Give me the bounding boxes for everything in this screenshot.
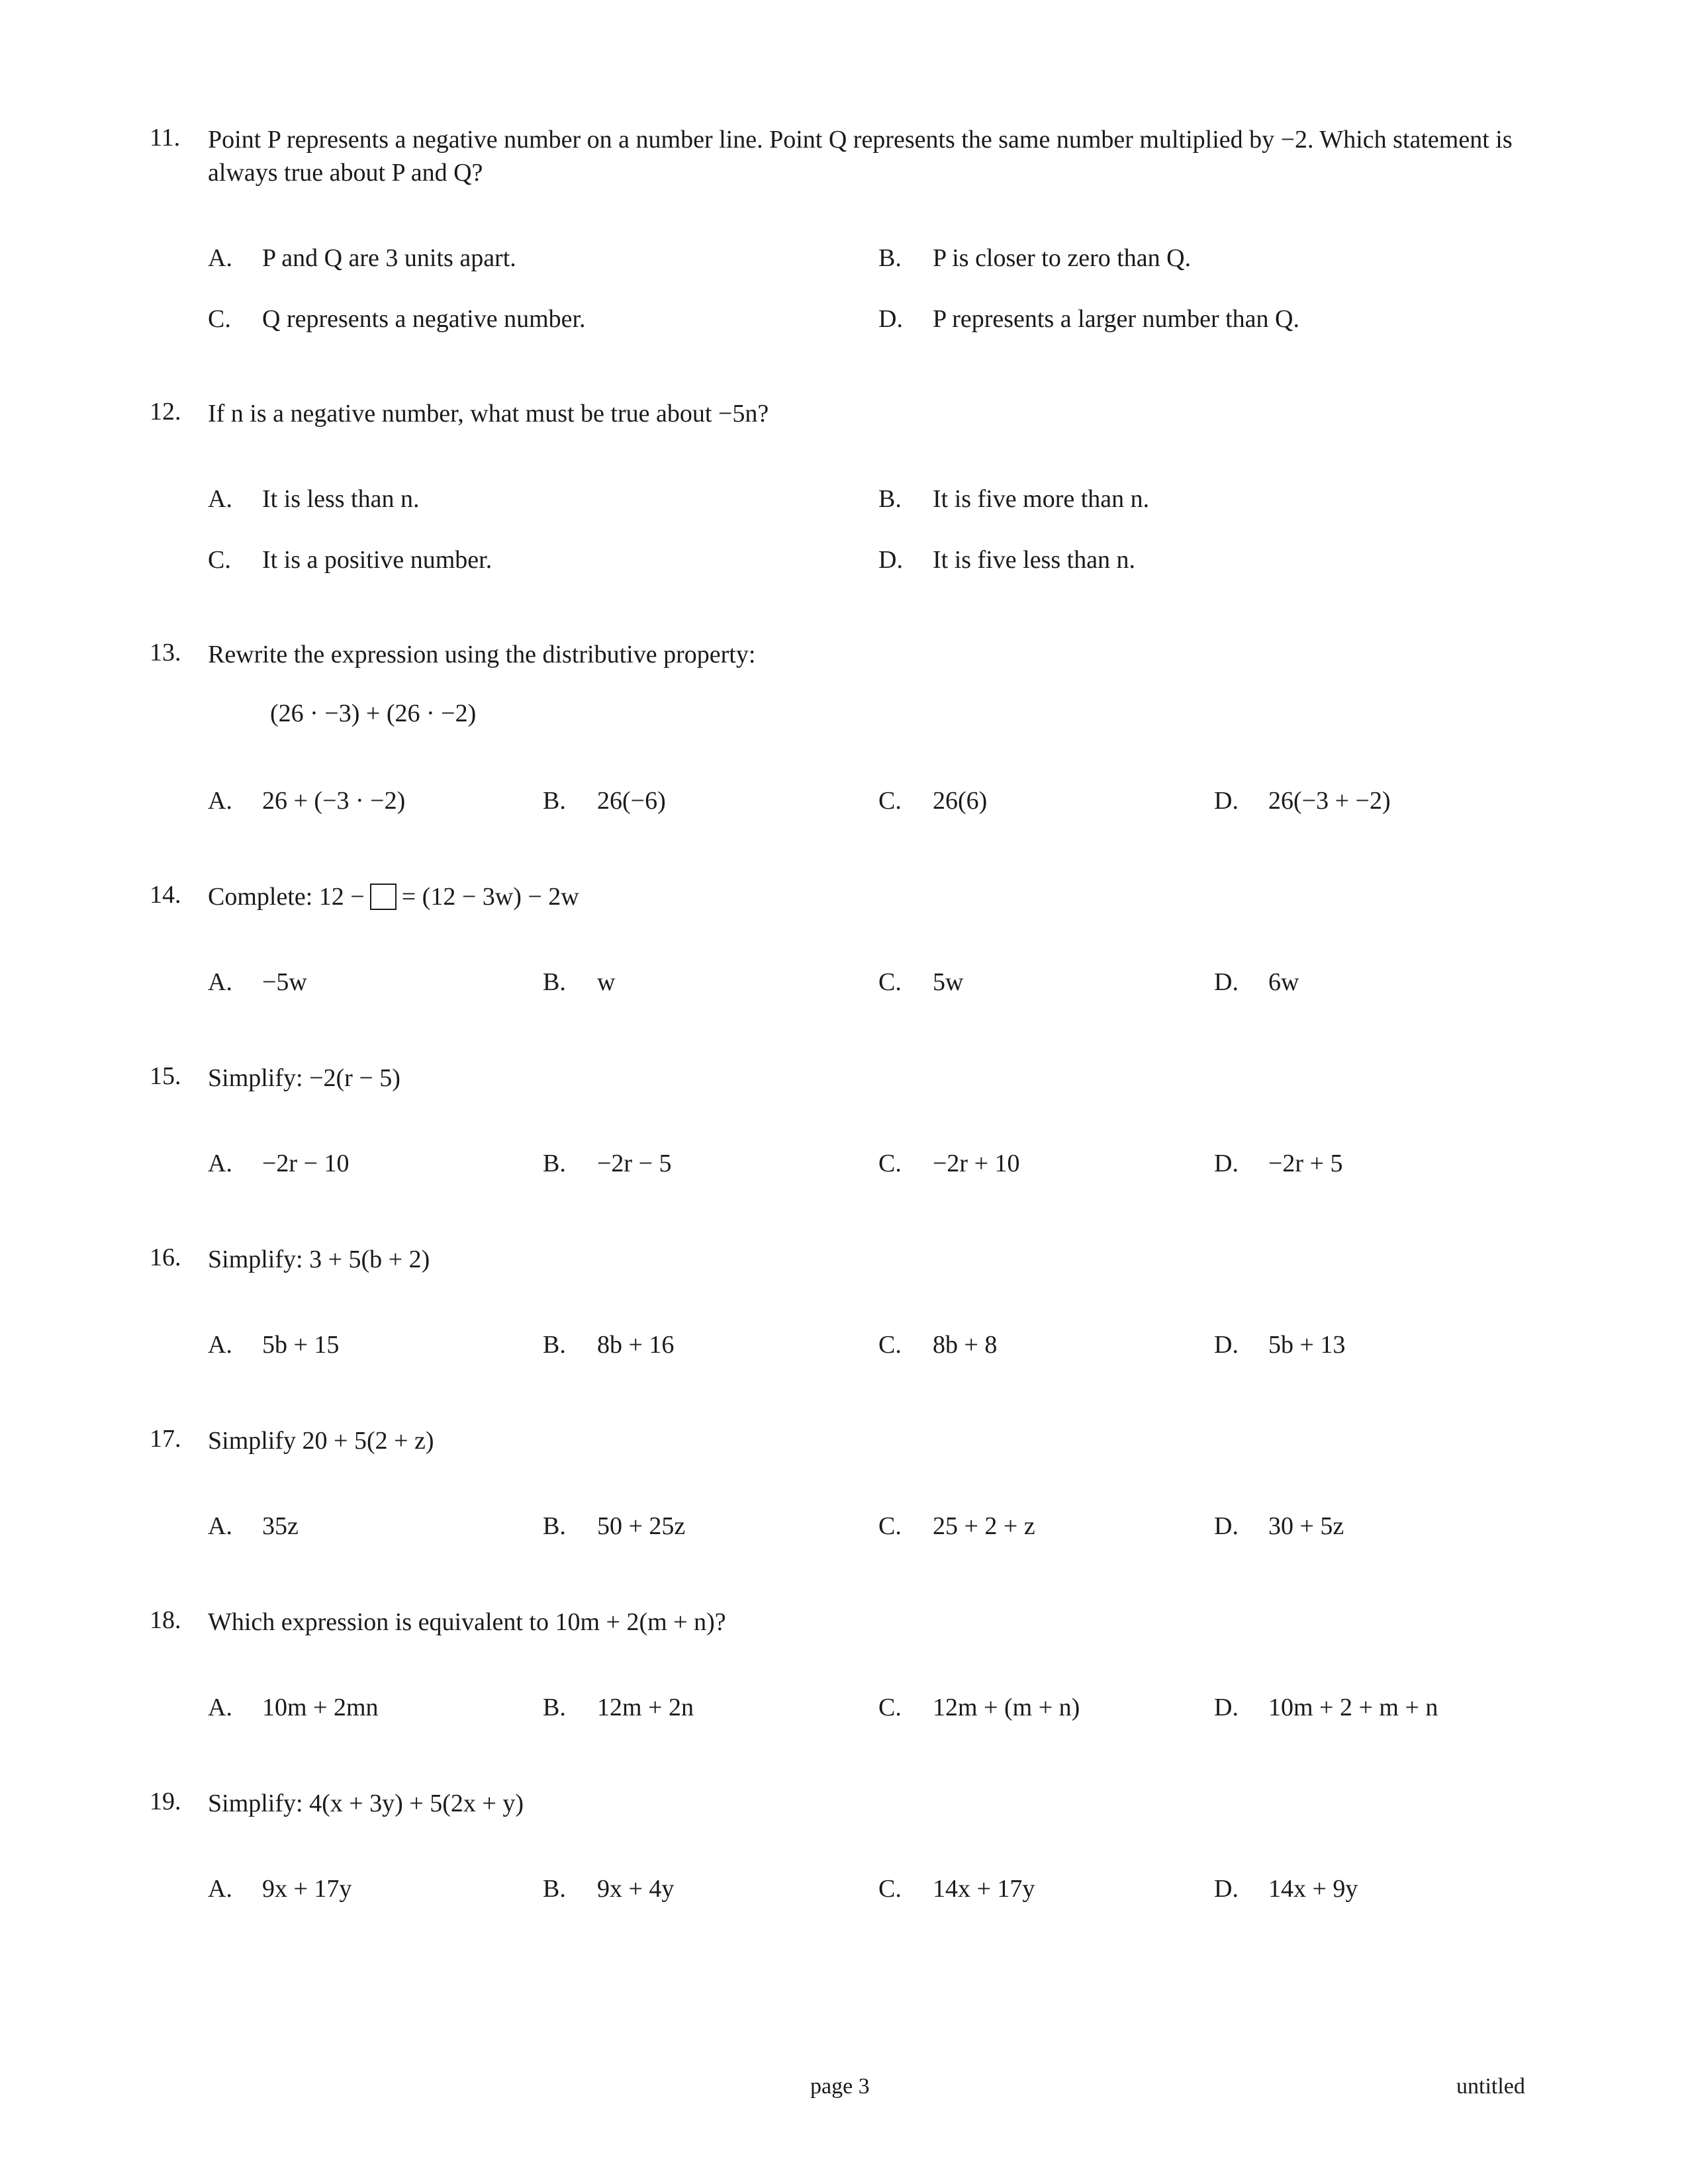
choice-d[interactable]: D. 14x + 9y	[1214, 1875, 1358, 1903]
choice-b[interactable]: B. −2r − 5	[543, 1150, 672, 1177]
choice-d[interactable]: D. 30 + 5z	[1214, 1512, 1344, 1540]
question-number: 19.	[150, 1788, 181, 1815]
choice-a[interactable]: A. 26 + (−3 · −2)	[208, 787, 406, 815]
question-number: 11.	[150, 124, 181, 152]
question-stem: Simplify: −2(r − 5)	[208, 1064, 400, 1092]
choice-a[interactable]: A. 35z	[208, 1512, 299, 1540]
question-number: 17.	[150, 1425, 181, 1453]
question-number: 13.	[150, 639, 181, 666]
choice-a[interactable]: A. −5w	[208, 968, 307, 996]
question-number: 12.	[150, 398, 181, 426]
choice-c[interactable]: C. 5w	[878, 968, 964, 996]
choice-a[interactable]: A. 5b + 15	[208, 1331, 340, 1359]
question-number: 15.	[150, 1062, 181, 1090]
choice-a[interactable]: A. P and Q are 3 units apart.	[208, 244, 516, 272]
choice-c[interactable]: C. Q represents a negative number.	[208, 305, 586, 333]
question-stem: Point P represents a negative number on a number line. Point Q represents the same number multiplied by −2. Which statement is always true about P and Q?	[208, 126, 1513, 187]
choice-d[interactable]: D. P represents a larger number than Q.	[878, 305, 1299, 333]
choice-a[interactable]: A. 10m + 2mn	[208, 1694, 379, 1721]
page-number: page 3	[810, 2074, 870, 2099]
choice-c[interactable]: C. 26(6)	[878, 787, 988, 815]
question-stem: Simplify: 3 + 5(b + 2)	[208, 1246, 430, 1273]
question-number: 16.	[150, 1244, 181, 1271]
question-stem: Rewrite the expression using the distributive property:	[208, 641, 756, 668]
choice-c[interactable]: C. −2r + 10	[878, 1150, 1020, 1177]
choice-c[interactable]: C. 8b + 8	[878, 1331, 998, 1359]
choice-c[interactable]: C. It is a positive number.	[208, 546, 492, 574]
choice-d[interactable]: D. 5b + 13	[1214, 1331, 1346, 1359]
choice-d[interactable]: D. 10m + 2 + m + n	[1214, 1694, 1438, 1721]
expression: (26 · −3) + (26 · −2)	[270, 700, 477, 727]
choice-c[interactable]: C. 25 + 2 + z	[878, 1512, 1035, 1540]
choice-d[interactable]: D. −2r + 5	[1214, 1150, 1343, 1177]
choice-a[interactable]: A. −2r − 10	[208, 1150, 350, 1177]
choice-a[interactable]: A. It is less than n.	[208, 485, 420, 513]
choice-b[interactable]: B. 50 + 25z	[543, 1512, 686, 1540]
choice-a[interactable]: A. 9x + 17y	[208, 1875, 352, 1903]
question-stem: Complete: 12 − = (12 − 3w) − 2w	[208, 883, 579, 911]
question-stem: Simplify 20 + 5(2 + z)	[208, 1427, 434, 1455]
question-stem: Which expression is equivalent to 10m + 2(m + n)?	[208, 1608, 726, 1636]
choice-b[interactable]: B. 26(−6)	[543, 787, 666, 815]
choice-c[interactable]: C. 12m + (m + n)	[878, 1694, 1080, 1721]
document-title: untitled	[1456, 2074, 1525, 2099]
question-stem: Simplify: 4(x + 3y) + 5(2x + y)	[208, 1790, 524, 1817]
answer-blank-box	[370, 884, 397, 910]
choice-b[interactable]: B. 9x + 4y	[543, 1875, 675, 1903]
choice-b[interactable]: B. 8b + 16	[543, 1331, 675, 1359]
question-number: 18.	[150, 1606, 181, 1634]
choice-d[interactable]: D. It is five less than n.	[878, 546, 1136, 574]
choice-b[interactable]: B. P is closer to zero than Q.	[878, 244, 1192, 272]
choice-b[interactable]: B. It is five more than n.	[878, 485, 1150, 513]
choice-d[interactable]: D. 26(−3 + −2)	[1214, 787, 1391, 815]
choice-b[interactable]: B. w	[543, 968, 616, 996]
question-number: 14.	[150, 881, 181, 909]
choice-b[interactable]: B. 12m + 2n	[543, 1694, 694, 1721]
choice-d[interactable]: D. 6w	[1214, 968, 1299, 996]
choice-c[interactable]: C. 14x + 17y	[878, 1875, 1035, 1903]
question-stem: If n is a negative number, what must be true about −5n?	[208, 400, 769, 428]
